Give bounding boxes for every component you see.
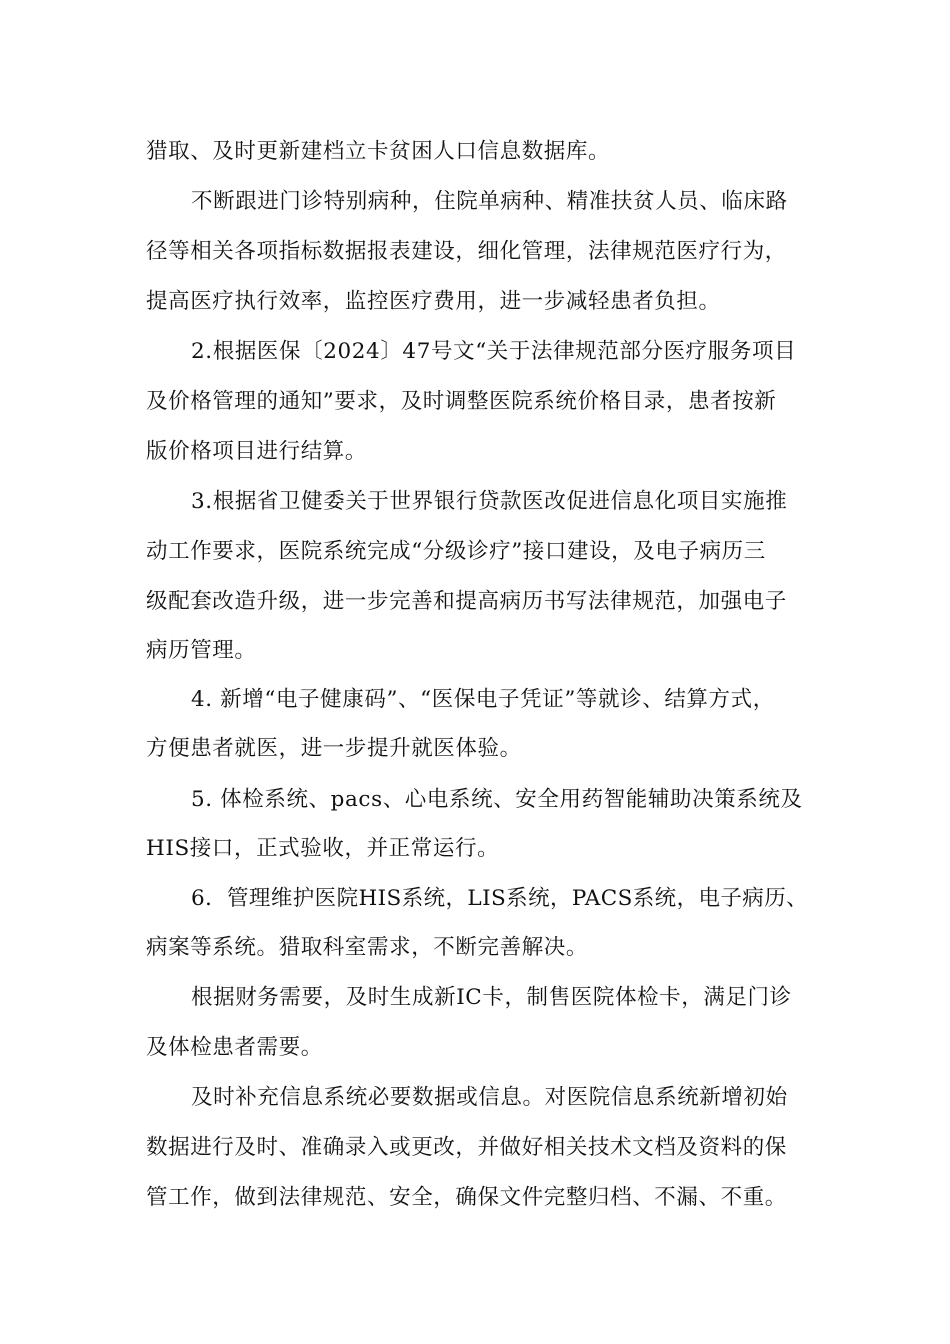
text-line: 及价格管理的通知”要求，及时调整医院系统价格目录，患者按新 [146,389,777,414]
text-line: 动工作要求，医院系统完成“分级诊疗”接口建设，及电子病历三 [146,539,766,564]
text-line: 猎取、及时更新建档立卡贫困人口信息数据库。 [146,139,611,164]
text-line: 及时补充信息系统必要数据或信息。对医院信息系统新增初始 [191,1085,788,1110]
text-line: 5. 体检系统、pacs、心电系统、安全用药智能辅助决策系统及 [191,787,803,812]
text-line: HIS接口，正式验收，并正常运行。 [146,836,500,861]
text-line: 4. 新增“电子健康码”、“医保电子凭证”等就诊、结算方式， [191,687,775,712]
text-line: 数据进行及时、准确录入或更改，并做好相关技术文档及资料的保 [146,1135,787,1160]
text-line: 管工作，做到法律规范、安全，确保文件完整归档、不漏、不重。 [146,1185,787,1210]
text-line: 6．管理维护医院HIS系统，LIS系统，PACS系统，电子病历、 [191,886,809,911]
text-line: 径等相关各项指标数据报表建设，细化管理，法律规范医疗行为， [146,239,787,264]
text-line: 方便患者就医，进一步提升就医体验。 [146,736,522,761]
text-line: 提高医疗执行效率，监控医疗费用，进一步减轻患者负担。 [146,289,721,314]
text-line: 根据财务需要，及时生成新IC卡，制售医院体检卡，满足门诊 [191,985,792,1010]
text-line: 病历管理。 [146,638,257,663]
text-line: 不断跟进门诊特别病种，住院单病种、精准扶贫人员、临床路 [191,189,788,214]
text-line: 2.根据医保〔2024〕47号文“关于法律规范部分医疗服务项目 [191,339,797,364]
text-line: 级配套改造升级，进一步完善和提高病历书写法律规范，加强电子 [146,589,787,614]
text-line: 3.根据省卫健委关于世界银行贷款医改促进信息化项目实施推 [191,489,788,514]
text-line: 版价格项目进行结算。 [146,439,368,464]
text-line: 及体检患者需要。 [146,1035,323,1060]
text-line: 病案等系统。猎取科室需求，不断完善解决。 [146,935,589,960]
